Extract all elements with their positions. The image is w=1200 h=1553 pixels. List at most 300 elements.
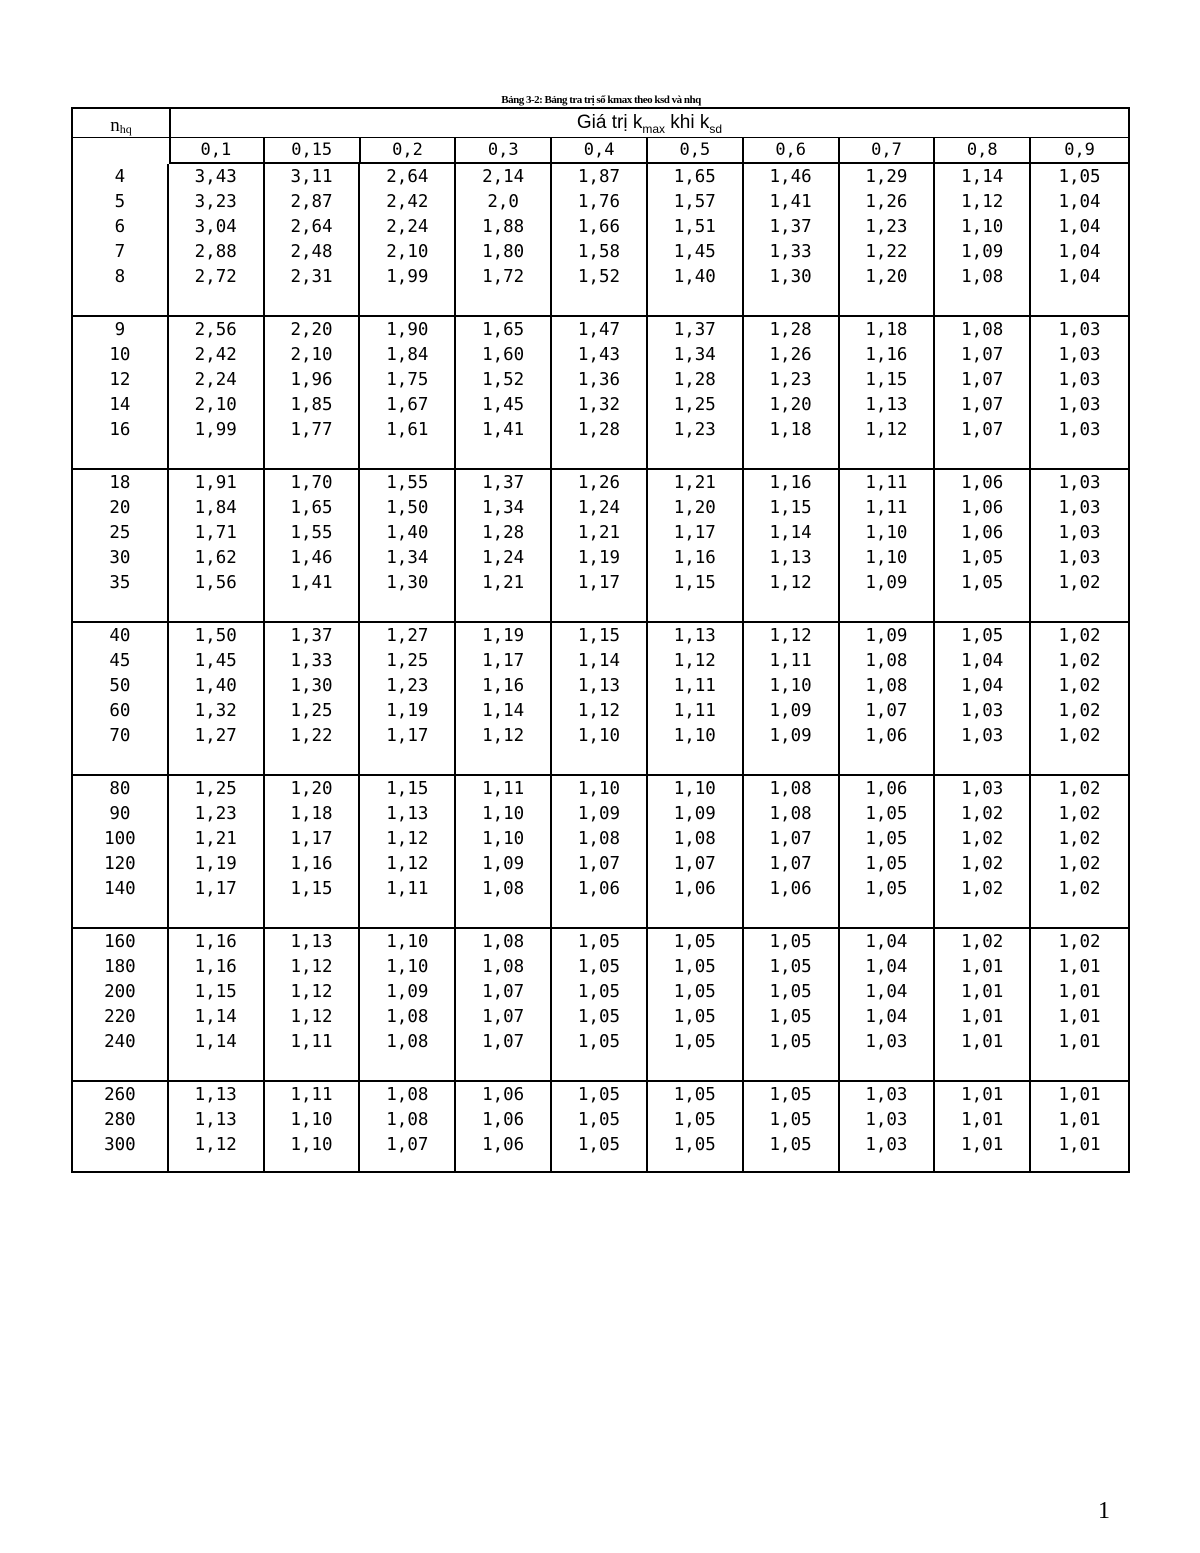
kmax-value: 1,05	[961, 626, 1004, 646]
kmax-cell	[265, 470, 361, 621]
kmax-value: 1,07	[482, 1007, 525, 1027]
kmax-value: 1,17	[194, 879, 237, 899]
kmax-value: 1,10	[386, 932, 429, 952]
kmax-value: 1,05	[673, 1032, 716, 1052]
kmax-value: 1,30	[290, 676, 333, 696]
nhq-value: 6	[114, 217, 126, 237]
kmax-value: 1,11	[865, 473, 908, 493]
kmax-value: 1,19	[482, 626, 525, 646]
kmax-value: 1,15	[673, 573, 716, 593]
kmax-cell	[744, 929, 840, 1080]
nhq-value: 70	[109, 726, 131, 746]
kmax-value: 1,37	[482, 473, 525, 493]
kmax-value: 1,61	[386, 420, 429, 440]
nhq-cell	[73, 1082, 169, 1171]
kmax-value: 1,05	[961, 573, 1004, 593]
kmax-cell	[265, 929, 361, 1080]
kmax-value: 1,12	[386, 829, 429, 849]
kmax-value: 1,07	[673, 854, 716, 874]
kmax-value: 2,64	[386, 167, 429, 187]
kmax-value: 1,16	[865, 345, 908, 365]
nhq-value: 240	[104, 1032, 136, 1052]
kmax-value: 1,57	[673, 192, 716, 212]
kmax-value: 1,05	[961, 548, 1004, 568]
kmax-value: 1,16	[482, 676, 525, 696]
kmax-cell	[456, 929, 552, 1080]
kmax-cell	[265, 1082, 361, 1171]
ksd-column-header: 0,3	[456, 138, 552, 162]
kmax-value: 1,03	[1058, 320, 1101, 340]
kmax-value: 1,33	[769, 242, 812, 262]
kmax-value: 1,87	[577, 167, 621, 187]
nhq-value: 12	[109, 370, 131, 390]
kmax-value: 1,02	[1058, 932, 1101, 952]
kmax-cell	[840, 470, 936, 621]
kmax-value: 1,03	[865, 1135, 908, 1155]
kmax-value: 1,52	[577, 267, 621, 287]
kmax-value: 1,01	[1058, 957, 1101, 977]
kmax-cell	[360, 1082, 456, 1171]
kmax-value: 2,10	[290, 345, 333, 365]
kmax-cell	[935, 623, 1031, 774]
kmax-value: 1,25	[290, 701, 333, 721]
kmax-value: 1,13	[290, 932, 333, 952]
kmax-cell	[169, 929, 265, 1080]
nhq-value: 14	[109, 395, 131, 415]
kmax-value: 1,06	[865, 726, 908, 746]
kmax-value: 1,32	[577, 395, 621, 415]
kmax-cell	[456, 1082, 552, 1171]
kmax-value: 1,16	[673, 548, 716, 568]
kmax-value: 1,15	[865, 370, 908, 390]
kmax-value: 1,15	[577, 626, 621, 646]
kmax-value: 1,27	[194, 726, 237, 746]
kmax-value: 1,01	[1058, 1135, 1101, 1155]
kmax-value: 1,10	[673, 726, 716, 746]
kmax-value: 1,16	[769, 473, 812, 493]
kmax-cell	[1031, 470, 1128, 621]
kmax-value: 1,02	[961, 804, 1004, 824]
nhq-value: 25	[109, 523, 131, 543]
kmax-value: 1,05	[577, 1085, 621, 1105]
kmax-value: 1,91	[194, 473, 237, 493]
kmax-value: 2,88	[194, 242, 237, 262]
kmax-value: 1,34	[386, 548, 429, 568]
kmax-cell	[935, 929, 1031, 1080]
kmax-value: 1,08	[865, 651, 908, 671]
kmax-value: 1,11	[769, 651, 812, 671]
kmax-value: 1,12	[865, 420, 908, 440]
kmax-cell	[744, 1082, 840, 1171]
ksd-column-header: 0,9	[1064, 140, 1095, 160]
kmax-value: 1,23	[386, 676, 429, 696]
kmax-value: 1,17	[577, 573, 621, 593]
kmax-value: 1,03	[865, 1110, 908, 1130]
kmax-value: 1,02	[961, 932, 1004, 952]
kmax-cell	[648, 1082, 744, 1171]
kmax-value: 1,40	[386, 523, 429, 543]
kmax-value: 1,07	[961, 395, 1004, 415]
nhq-value: 35	[109, 573, 131, 593]
nhq-value: 8	[114, 267, 126, 287]
kmax-value: 1,03	[961, 726, 1004, 746]
kmax-value: 1,05	[865, 879, 908, 899]
kmax-value: 1,99	[386, 267, 429, 287]
kmax-cell	[169, 1082, 265, 1171]
kmax-value: 1,19	[194, 854, 237, 874]
kmax-value: 1,40	[194, 676, 237, 696]
kmax-value: 1,41	[769, 192, 812, 212]
kmax-value: 1,25	[194, 779, 237, 799]
kmax-value: 1,05	[769, 1110, 812, 1130]
kmax-cell	[935, 164, 1031, 315]
kmax-value: 1,26	[577, 473, 621, 493]
kmax-cell	[552, 317, 648, 468]
kmax-value: 1,10	[482, 829, 525, 849]
kmax-value: 1,05	[673, 932, 716, 952]
kmax-value: 1,03	[1058, 395, 1101, 415]
kmax-value: 2,14	[482, 167, 525, 187]
kmax-value: 1,03	[865, 1085, 908, 1105]
kmax-value: 1,14	[769, 523, 812, 543]
kmax-value: 1,45	[482, 395, 525, 415]
kmax-value: 1,10	[961, 217, 1004, 237]
kmax-value: 1,15	[386, 779, 429, 799]
kmax-value: 1,05	[673, 1007, 716, 1027]
kmax-value: 1,41	[482, 420, 525, 440]
kmax-value: 1,06	[865, 779, 908, 799]
kmax-value: 1,13	[577, 676, 621, 696]
kmax-value: 1,37	[769, 217, 812, 237]
kmax-cell	[552, 776, 648, 927]
kmax-value: 1,07	[961, 420, 1004, 440]
kmax-value: 1,28	[673, 370, 716, 390]
kmax-cell	[935, 776, 1031, 927]
kmax-value: 1,14	[482, 701, 525, 721]
kmax-value: 1,05	[577, 932, 621, 952]
ksd-column-header: 0,6	[744, 138, 840, 162]
kmax-value: 1,04	[1058, 217, 1101, 237]
kmax-value: 1,11	[386, 879, 429, 899]
kmax-value: 1,04	[865, 1007, 908, 1027]
kmax-value: 1,05	[673, 957, 716, 977]
kmax-value: 1,70	[290, 473, 333, 493]
kmax-cell	[1031, 929, 1128, 1080]
kmax-value: 1,01	[1058, 1110, 1101, 1130]
kmax-value: 1,10	[290, 1110, 333, 1130]
kmax-value: 1,05	[673, 1110, 716, 1130]
kmax-cell	[935, 470, 1031, 621]
kmax-value: 2,87	[290, 192, 333, 212]
ksd-column-header: 0,2	[361, 138, 457, 162]
kmax-value: 1,80	[482, 242, 525, 262]
kmax-cell	[169, 470, 265, 621]
table-row-group	[73, 929, 1128, 1082]
kmax-value: 1,12	[290, 1007, 333, 1027]
kmax-value: 2,31	[290, 267, 333, 287]
kmax-value: 1,47	[577, 320, 621, 340]
kmax-value: 1,10	[386, 957, 429, 977]
kmax-cell	[360, 929, 456, 1080]
kmax-value: 1,19	[386, 701, 429, 721]
kmax-value: 2,64	[290, 217, 333, 237]
kmax-value: 1,06	[482, 1085, 525, 1105]
kmax-value: 1,84	[194, 498, 237, 518]
kmax-cell	[1031, 1082, 1128, 1171]
kmax-value: 1,05	[769, 982, 812, 1002]
kmax-value: 1,03	[1058, 345, 1101, 365]
kmax-value: 1,43	[577, 345, 621, 365]
kmax-value: 1,12	[386, 854, 429, 874]
kmax-cell	[169, 776, 265, 927]
kmax-value: 1,18	[290, 804, 333, 824]
kmax-cell	[744, 776, 840, 927]
kmax-value: 1,08	[865, 676, 908, 696]
kmax-value: 1,75	[386, 370, 429, 390]
nhq-value: 30	[109, 548, 131, 568]
header-row-top	[73, 109, 1128, 138]
kmax-value: 1,06	[482, 1135, 525, 1155]
kmax-cell	[744, 470, 840, 621]
kmax-value: 1,01	[961, 1110, 1004, 1130]
kmax-value: 1,23	[194, 804, 237, 824]
kmax-value: 1,17	[673, 523, 716, 543]
kmax-value: 1,05	[769, 1032, 812, 1052]
kmax-value: 1,05	[769, 1085, 812, 1105]
kmax-value: 1,02	[961, 829, 1004, 849]
kmax-cell	[169, 623, 265, 774]
kmax-value: 1,11	[290, 1032, 333, 1052]
kmax-cell	[456, 164, 552, 315]
kmax-value: 1,30	[386, 573, 429, 593]
nhq-cell	[73, 470, 169, 621]
nhq-header-label: $n_{hq}$	[110, 115, 132, 136]
kmax-value: 1,09	[769, 701, 812, 721]
kmax-value: 1,15	[769, 498, 812, 518]
kmax-value: 1,10	[482, 804, 525, 824]
kmax-value: 1,08	[386, 1007, 429, 1027]
kmax-value: 1,29	[865, 167, 908, 187]
kmax-value: 1,01	[961, 1135, 1004, 1155]
kmax-value: 1,02	[1058, 626, 1101, 646]
kmax-value: 1,62	[194, 548, 237, 568]
kmax-value: 1,76	[577, 192, 621, 212]
kmax-value: 2,56	[194, 320, 237, 340]
kmax-value: 1,02	[1058, 779, 1101, 799]
kmax-cell	[840, 776, 936, 927]
kmax-value: 1,01	[961, 982, 1004, 1002]
kmax-value: 1,11	[673, 701, 716, 721]
kmax-value: 1,51	[673, 217, 716, 237]
kmax-value: 1,12	[769, 626, 812, 646]
kmax-value: 1,05	[865, 804, 908, 824]
kmax-value: 1,21	[194, 829, 237, 849]
kmax-value: 1,08	[577, 829, 621, 849]
kmax-value: 1,01	[1058, 1085, 1101, 1105]
kmax-cell	[1031, 623, 1128, 774]
kmax-value: 1,07	[961, 345, 1004, 365]
kmax-value: 2,24	[386, 217, 429, 237]
kmax-value: 1,04	[865, 957, 908, 977]
kmax-cell	[935, 317, 1031, 468]
kmax-value: 1,01	[1058, 1032, 1101, 1052]
kmax-value: 2,48	[290, 242, 333, 262]
kmax-value: 1,04	[1058, 267, 1101, 287]
kmax-value: 1,18	[769, 420, 812, 440]
kmax-value: 1,36	[577, 370, 621, 390]
kmax-value: 1,02	[961, 854, 1004, 874]
kmax-value: 1,14	[194, 1007, 237, 1027]
kmax-value: 1,07	[769, 854, 812, 874]
kmax-value: 1,28	[769, 320, 812, 340]
kmax-value: 1,20	[865, 267, 908, 287]
kmax-value: 1,08	[386, 1085, 429, 1105]
kmax-value: 1,24	[482, 548, 525, 568]
table-row-group	[73, 470, 1128, 623]
kmax-value: 1,96	[290, 370, 333, 390]
kmax-cell	[552, 623, 648, 774]
kmax-value: 1,07	[961, 370, 1004, 390]
kmax-value: 1,21	[577, 523, 621, 543]
kmax-value: 1,02	[961, 879, 1004, 899]
kmax-value: 1,04	[1058, 192, 1101, 212]
kmax-value: 1,14	[961, 167, 1004, 187]
kmax-value: 1,16	[290, 854, 333, 874]
kmax-value: 1,22	[865, 242, 908, 262]
kmax-span-header: Giá trị $k_{max}$ khi $k_{sd}$	[576, 112, 723, 136]
nhq-cell	[73, 164, 169, 315]
kmax-value: 1,20	[769, 395, 812, 415]
kmax-value: 1,02	[1058, 701, 1101, 721]
kmax-value: 1,02	[1058, 651, 1101, 671]
kmax-value: 1,05	[577, 1007, 621, 1027]
kmax-value: 2,10	[386, 242, 429, 262]
kmax-value: 1,22	[290, 726, 333, 746]
kmax-cell	[840, 164, 936, 315]
kmax-value: 1,09	[865, 626, 908, 646]
kmax-value: 1,24	[577, 498, 621, 518]
kmax-value: 1,02	[1058, 726, 1101, 746]
kmax-value: 1,65	[673, 167, 716, 187]
header-row-ksd	[169, 138, 1128, 164]
kmax-value: 1,17	[386, 726, 429, 746]
kmax-value: 1,12	[769, 573, 812, 593]
kmax-value: 1,21	[673, 473, 716, 493]
kmax-value: 1,67	[386, 395, 429, 415]
kmax-cell	[265, 623, 361, 774]
kmax-value: 1,23	[865, 217, 908, 237]
kmax-value: 3,11	[290, 167, 333, 187]
kmax-value: 1,40	[673, 267, 716, 287]
kmax-value: 1,05	[769, 1007, 812, 1027]
kmax-value: 1,09	[482, 854, 525, 874]
kmax-value: 1,05	[577, 982, 621, 1002]
ksd-column-header: 0,8	[935, 138, 1031, 162]
kmax-value: 1,04	[1058, 242, 1101, 262]
kmax-cell	[744, 623, 840, 774]
kmax-cell	[840, 623, 936, 774]
kmax-value: 1,34	[673, 345, 716, 365]
nhq-value: 80	[109, 779, 131, 799]
kmax-value: 1,65	[482, 320, 525, 340]
kmax-value: 1,13	[194, 1110, 237, 1130]
kmax-value: 1,10	[577, 779, 621, 799]
kmax-value: 2,24	[194, 370, 237, 390]
kmax-value: 1,90	[386, 320, 429, 340]
kmax-value: 1,02	[1058, 829, 1101, 849]
kmax-value: 1,07	[386, 1135, 429, 1155]
nhq-value: 200	[104, 982, 136, 1002]
table-row-group	[73, 317, 1128, 470]
kmax-cell	[169, 164, 265, 315]
table-body	[73, 164, 1128, 1171]
kmax-value: 1,32	[194, 701, 237, 721]
kmax-value: 1,28	[482, 523, 525, 543]
kmax-value: 1,33	[290, 651, 333, 671]
kmax-value: 1,25	[386, 651, 429, 671]
kmax-value: 1,14	[577, 651, 621, 671]
kmax-value: 1,01	[1058, 982, 1101, 1002]
kmax-value: 3,04	[194, 217, 237, 237]
kmax-value: 1,13	[386, 804, 429, 824]
kmax-cell	[648, 776, 744, 927]
kmax-value: 1,05	[577, 1110, 621, 1130]
nhq-value: 260	[104, 1085, 136, 1105]
kmax-value: 1,06	[961, 523, 1004, 543]
kmax-value: 1,10	[577, 726, 621, 746]
table-row-group	[73, 164, 1128, 317]
kmax-cell	[265, 164, 361, 315]
kmax-cell	[552, 1082, 648, 1171]
nhq-value: 280	[104, 1110, 136, 1130]
kmax-value: 1,14	[194, 1032, 237, 1052]
kmax-value: 1,02	[1058, 676, 1101, 696]
kmax-cell	[360, 164, 456, 315]
kmax-value: 1,25	[673, 395, 716, 415]
kmax-value: 1,28	[577, 420, 621, 440]
kmax-value: 1,50	[386, 498, 429, 518]
kmax-value: 1,10	[673, 779, 716, 799]
kmax-value: 1,08	[961, 320, 1004, 340]
kmax-value: 1,13	[769, 548, 812, 568]
kmax-value: 1,15	[290, 879, 333, 899]
kmax-value: 2,72	[194, 267, 237, 287]
kmax-cell	[648, 929, 744, 1080]
nhq-cell	[73, 623, 169, 774]
nhq-header-cell	[73, 109, 171, 162]
kmax-value: 1,10	[769, 676, 812, 696]
ksd-column-header: 0,1	[169, 138, 265, 162]
kmax-value: 1,05	[577, 957, 621, 977]
kmax-value: 1,65	[290, 498, 333, 518]
kmax-value: 1,05	[673, 982, 716, 1002]
kmax-value: 1,52	[482, 370, 525, 390]
nhq-value: 120	[104, 854, 136, 874]
kmax-cell	[360, 317, 456, 468]
kmax-value: 1,08	[482, 957, 525, 977]
kmax-value: 1,03	[865, 1032, 908, 1052]
kmax-value: 1,05	[1058, 167, 1101, 187]
kmax-cell	[744, 164, 840, 315]
kmax-value: 1,66	[577, 217, 621, 237]
page-number: 1	[1098, 1498, 1110, 1524]
kmax-value: 1,07	[865, 701, 908, 721]
kmax-value: 1,17	[290, 829, 333, 849]
kmax-value: 3,23	[194, 192, 237, 212]
kmax-value: 1,03	[1058, 548, 1101, 568]
table-row-group	[73, 1082, 1128, 1171]
nhq-value: 7	[114, 242, 126, 262]
